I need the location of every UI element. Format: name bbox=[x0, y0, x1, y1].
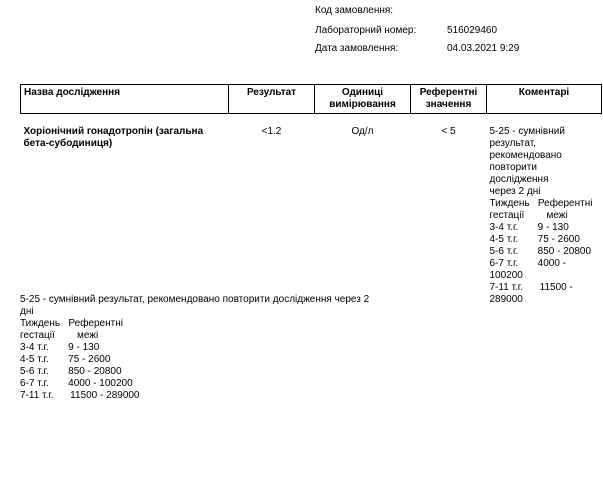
test-result: <1.2 bbox=[261, 126, 282, 137]
lab-number-value: 516029460 bbox=[447, 25, 498, 36]
table-spacer bbox=[21, 114, 602, 127]
header-reference: Референтні значення bbox=[411, 85, 487, 114]
order-date-label: Дата замовлення: bbox=[315, 43, 399, 54]
test-comment: 5-25 - сумнівний результат, рекомендовано повторити дослідження через 2 дні Тиждень Референтні гестації межі 3-4 т.г. 9 - 130 4-5 т.г. 75 - 2600 5-6 т.г. 850 - 20800 6-7 т.г. 4000 - 100200 7-11 т.г. 11500 - 289000 bbox=[489, 126, 593, 305]
footer-note: 5-25 - сумнівний результат, рекомендовано повторити дослідження через 2 дні Тиждень Референтні гестації межі 3-4 т.г. 9 - 130 4-5 т.г. 75 - 2600 5-6 т.г. 850 - 20800 6-7 т.г. 4000 - 100200 7-11 т.г. 11500 - 289000 bbox=[20, 294, 370, 401]
test-units: Од/л bbox=[351, 126, 374, 137]
header-units: Одиниці вимірювання bbox=[315, 85, 411, 114]
table-row bbox=[21, 126, 602, 306]
test-name: Хоріонічний гонадотропін (загальна бета-субодиниця) bbox=[23, 126, 204, 149]
test-reference: < 5 bbox=[441, 126, 456, 137]
order-code-label: Код замовлення: bbox=[315, 5, 394, 16]
header-comments: Коментарі bbox=[487, 85, 602, 114]
lab-number-label: Лабораторний номер: bbox=[315, 25, 417, 36]
header-result: Результат bbox=[229, 85, 315, 114]
order-date-value: 04.03.2021 9:29 bbox=[447, 43, 520, 54]
table-header-row bbox=[21, 85, 602, 114]
results-table bbox=[20, 84, 602, 306]
header-name: Назва дослідження bbox=[21, 85, 229, 114]
